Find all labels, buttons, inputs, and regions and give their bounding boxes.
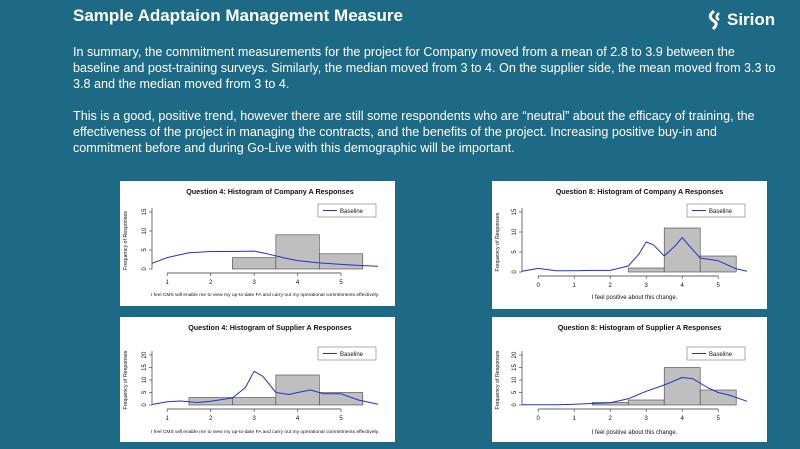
chart-svg [120, 317, 395, 442]
x-tick-label: 5 [339, 280, 343, 286]
y-tick-label: 5 [142, 390, 148, 395]
y-tick-label: 20 [512, 351, 518, 359]
histogram-bar [232, 398, 275, 406]
x-tick-label: 1 [572, 283, 576, 289]
x-axis-label: I feel CMS will enable me to view my up-to-date FA and carry out my operational commitments effectively. [150, 293, 380, 298]
y-axis-label: Frequency of Responses [495, 350, 501, 410]
y-tick-label: 0 [142, 403, 148, 407]
x-tick-label: 1 [572, 416, 576, 422]
y-tick-label: 10 [142, 227, 148, 235]
chart-company-q8 [492, 181, 767, 309]
y-tick-label: 10 [512, 228, 518, 236]
trend-paragraph: This is a good, positive trend, however there are still some respondents who are “neutral” about the efficacy of training, the effectiveness of the project in managing the contracts, and the benefits of the project. Increasing positive buy-in and commitment before and during Go-Live with this demographic will be important. [73, 109, 755, 155]
x-tick-label: 1 [165, 416, 169, 422]
histogram-bar [319, 254, 362, 269]
x-tick-label: 2 [209, 416, 213, 422]
sirion-logo-icon [708, 10, 724, 30]
y-axis-label: Frequency of Responses [123, 350, 129, 410]
x-tick-label: 2 [209, 280, 213, 286]
x-tick-label: 5 [716, 283, 720, 289]
x-tick-label: 1 [165, 280, 169, 286]
x-tick-label: 4 [680, 283, 684, 289]
summary-paragraph: In summary, the commitment measurements for the project for Company moved from a mean of 2.8 to 3.9 between the baseline and post-training surveys. Similarly, the median moved from 3 to 4. On the supplier side, the mean moved from 3.3 to 3.8 and the median moved from 3 to 4. [73, 45, 776, 91]
y-tick-label: 5 [512, 250, 518, 254]
chart-title: Question 8: Histogram of Company A Responses [555, 187, 724, 196]
x-tick-label: 3 [644, 416, 648, 422]
legend-label: Baseline [340, 352, 364, 358]
y-tick-label: 0 [142, 267, 148, 271]
x-tick-label: 0 [536, 416, 540, 422]
y-tick-label: 5 [142, 248, 148, 252]
legend-label: Baseline [709, 352, 733, 358]
chart-title: Question 4: Histogram of Company A Responses [186, 187, 354, 196]
x-tick-label: 0 [536, 283, 540, 289]
x-tick-label: 4 [295, 280, 300, 286]
chart-title: Question 8: Histogram of Supplier A Responses [557, 323, 722, 332]
y-tick-label: 15 [512, 208, 518, 216]
histogram-bar [232, 258, 275, 269]
y-tick-label: 10 [142, 376, 148, 384]
chart-svg [492, 181, 767, 309]
x-tick-label: 5 [339, 416, 343, 422]
chart-svg [120, 181, 395, 306]
y-tick-label: 0 [512, 403, 518, 407]
histogram-bar [664, 228, 700, 272]
x-axis-label: I feel positive about this change. [591, 430, 678, 436]
y-axis-label: Frequency of Responses [495, 212, 501, 272]
sirion-logo-text: Sirion [727, 10, 776, 29]
chart-company-q4 [120, 181, 395, 306]
chart-supplier-q8 [492, 317, 767, 442]
histogram-bar [664, 368, 700, 406]
y-tick-label: 15 [142, 208, 148, 216]
x-tick-label: 2 [608, 283, 612, 289]
histogram-bar [276, 235, 319, 269]
y-tick-label: 15 [512, 364, 518, 371]
chart-supplier-q4 [120, 317, 395, 442]
y-tick-label: 5 [512, 390, 518, 395]
histogram-bar [276, 375, 319, 405]
y-tick-label: 10 [512, 376, 518, 384]
slide-title: Sample Adaptaion Management Measure [73, 6, 404, 25]
sirion-logo [708, 10, 775, 30]
x-tick-label: 3 [252, 416, 256, 422]
legend-label: Baseline [340, 209, 364, 215]
y-tick-label: 20 [142, 351, 148, 359]
chart-title: Question 4: Histogram of Supplier A Responses [188, 323, 352, 332]
x-tick-label: 2 [608, 416, 612, 422]
histogram-bar [628, 400, 664, 405]
x-tick-label: 3 [252, 280, 256, 286]
legend-label: Baseline [709, 209, 733, 215]
y-tick-label: 0 [512, 270, 518, 274]
histogram-bar [628, 268, 664, 272]
x-axis-label: I feel positive about this change. [591, 295, 678, 301]
chart-svg [492, 317, 767, 442]
x-tick-label: 4 [295, 416, 300, 422]
x-tick-label: 4 [680, 416, 684, 422]
x-axis-label: I feel CMS will enable me to view my up-to-date FA and carry out my operational commitments effectively. [150, 430, 380, 435]
y-axis-label: Frequency of Responses [123, 211, 129, 270]
x-tick-label: 5 [716, 416, 720, 422]
y-tick-label: 15 [142, 364, 148, 371]
x-tick-label: 3 [644, 283, 648, 289]
